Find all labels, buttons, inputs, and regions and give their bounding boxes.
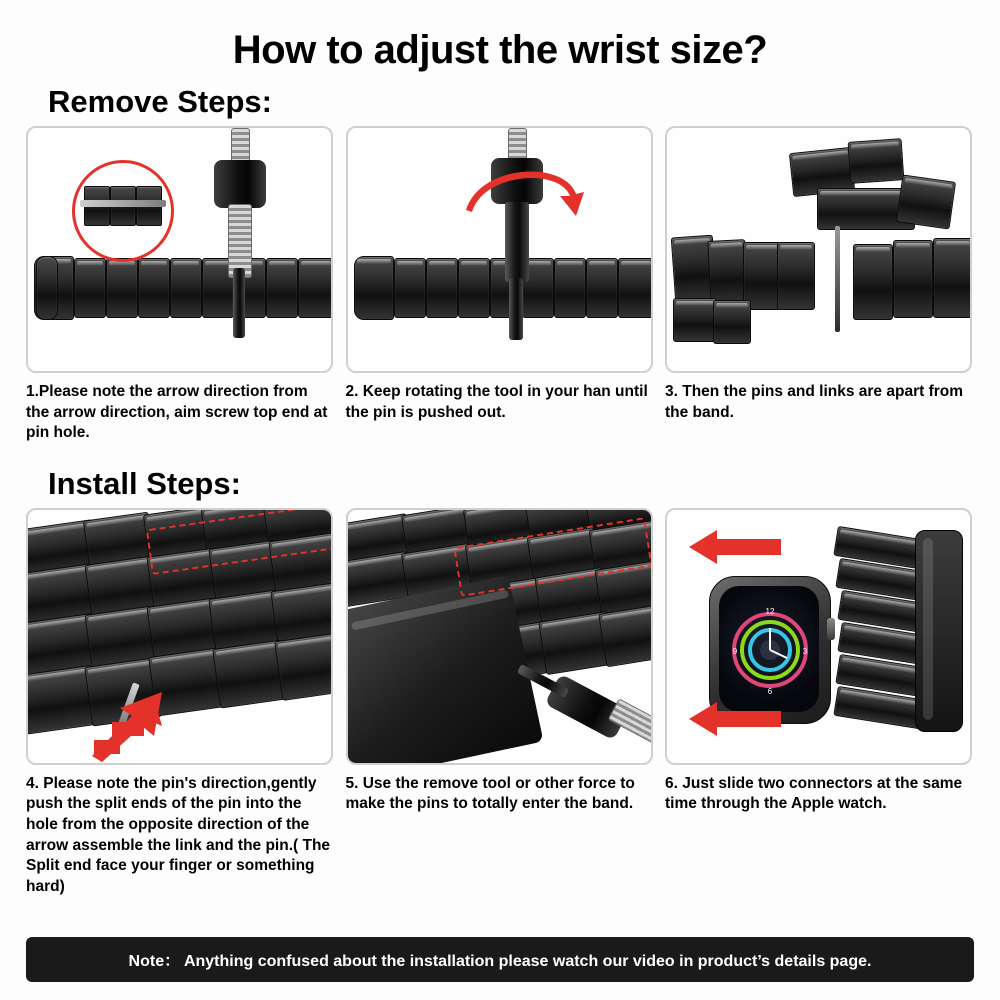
step-caption-1: 1.Please note the arrow direction from the arrow direction, aim screw top end at pin hole. xyxy=(26,383,328,442)
section-heading-remove: Remove Steps: xyxy=(48,84,272,119)
step-caption-6: 6. Just slide two connectors at the same time through the Apple watch. xyxy=(665,774,963,813)
step-card-4 xyxy=(26,508,333,898)
svg-text:9: 9 xyxy=(732,646,738,656)
step-caption-5: 5. Use the remove tool or other force to make the pins to totally enter the band. xyxy=(345,774,635,813)
red-arrow-left-top-icon xyxy=(689,530,781,564)
note-banner: Note： Anything confused about the installation please watch our video in product’s details page. xyxy=(26,937,974,982)
step-card-5 xyxy=(346,508,653,898)
step-card-2 xyxy=(346,126,653,444)
step-image-1 xyxy=(26,126,333,373)
step-image-4 xyxy=(26,508,333,765)
step-image-3 xyxy=(665,126,972,373)
step-card-1 xyxy=(26,126,333,444)
tool-body xyxy=(214,160,266,208)
step-image-5 xyxy=(346,508,653,765)
step-image-2 xyxy=(346,126,653,373)
svg-text:3: 3 xyxy=(802,646,808,656)
step-image-6 xyxy=(665,508,972,765)
step-caption-3: 3. Then the pins and links are apart from the band. xyxy=(665,383,964,421)
red-arrow-left-bottom-icon xyxy=(689,702,781,736)
step-card-3 xyxy=(665,126,972,444)
loose-pin-icon xyxy=(835,226,840,332)
install-steps-row xyxy=(0,508,1000,898)
step-card-6 xyxy=(665,508,972,898)
svg-text:6: 6 xyxy=(767,686,773,696)
page-title: How to adjust the wrist size? xyxy=(232,28,768,72)
section-heading-install: Install Steps: xyxy=(48,465,241,501)
svg-text:12: 12 xyxy=(765,606,775,616)
red-rotate-arrow-icon xyxy=(464,162,584,224)
step-caption-2: 2. Keep rotating the tool in your han until the pin is pushed out. xyxy=(345,383,648,421)
remove-steps-row xyxy=(0,126,1000,444)
step-caption-4: 4. Please note the pin's direction,gently push the split ends of the pin into the hole from the opposite direction of the arrow assemble the link and the pin.( The Split end face your finger or something hard) xyxy=(26,774,331,895)
